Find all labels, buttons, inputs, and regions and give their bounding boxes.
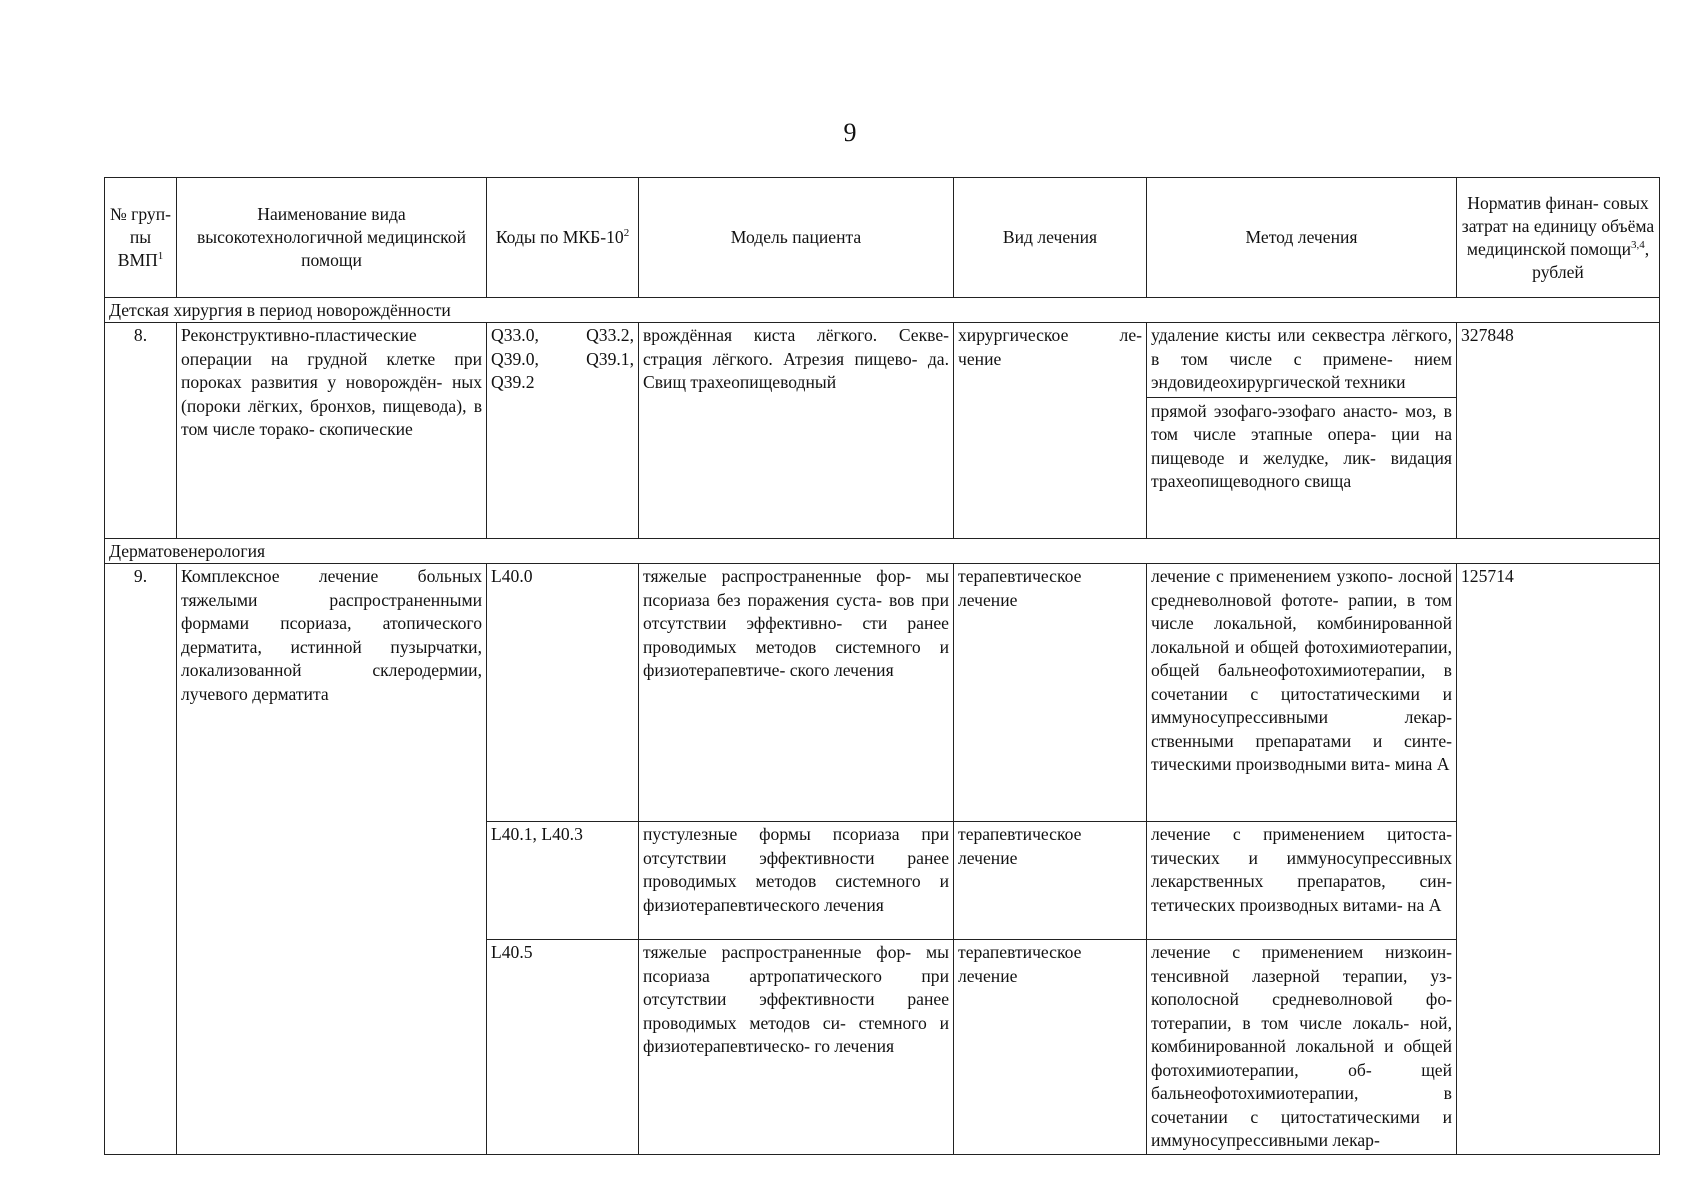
header-patient-model: Модель пациента	[639, 178, 954, 298]
treatment-type: хирургическое ле- чение	[954, 323, 1147, 539]
section-title: Детская хирургия в период новорождённости	[105, 298, 1660, 323]
treatment-method: лечение с применением узкопо- лосной средневолновой фототе- рапии, в том числе локальной, комбинированной локальной и общей фотохимиотерапии, общей бальнеофотохимиотерапии, в сочетании с цитостатическими и иммуносупрессивными лекар- ственными препаратами и синте- тическими производными вита- мина А	[1147, 564, 1457, 822]
treatment-type: терапевтическое лечение	[954, 564, 1147, 822]
cost-value: 327848	[1457, 323, 1660, 539]
table-header-row	[105, 178, 1660, 298]
icd-codes: L40.5	[487, 940, 639, 1155]
section-title-row	[105, 298, 1660, 323]
treatment-method: лечение с применением цитоста- тических и иммуносупрессивных лекарственных препаратов, син- тетических производных витами- на А	[1147, 822, 1457, 940]
header-service-name: Наименование вида высокотехнологичной медицинской помощи	[177, 178, 487, 298]
page-number: 9	[843, 118, 857, 147]
header-treatment-method: Метод лечения	[1147, 178, 1457, 298]
treatment-method: лечение с применением низкоин- тенсивной лазерной терапии, уз- кополосной средневолновой фо- тотерапии, в том числе локаль- ной, комбинированной локальной и общей фотохимиотерапии, об- щей бальнеофотохимиотерапии, в сочетании с цитостатическими и иммуносупрессивными лекар-	[1147, 940, 1457, 1155]
treatment-method	[1147, 323, 1457, 539]
section-title: Дерматовенерология	[105, 539, 1660, 564]
patient-model: тяжелые распространенные фор- мы псориаза артропатического при отсутствии эффективности ранее проводимых методов си- стемного и физиотерапевтическо- го лечения	[639, 940, 954, 1155]
method-item: удаление кисты или секвестра лёгкого, в том числе с примене- нием эндовидеохирургической техники	[1151, 325, 1452, 392]
group-number: 8.	[105, 323, 177, 539]
icd-codes: Q33.0, Q33.2, Q39.0, Q39.1, Q39.2	[487, 323, 639, 539]
table-row	[105, 323, 1660, 539]
patient-model: врождённая киста лёгкого. Секве- страция лёгкого. Атрезия пищево- да. Свищ трахеопищеводный	[639, 323, 954, 539]
group-number: 9.	[105, 564, 177, 1155]
table-row	[105, 564, 1660, 822]
treatment-type: терапевтическое лечение	[954, 822, 1147, 940]
icd-codes: L40.1, L40.3	[487, 822, 639, 940]
patient-model: пустулезные формы псориаза при отсутствии эффективности ранее проводимых методов системного и физиотерапевтического лечения	[639, 822, 954, 940]
cost-value: 125714	[1457, 564, 1660, 1155]
icd-codes: L40.0	[487, 564, 639, 822]
header-cost-norm: Норматив финан- совых затрат на единицу объёма медицинской помощи$^{3,4}$, рублей	[1457, 178, 1660, 298]
header-treatment-type: Вид лечения	[954, 178, 1147, 298]
section-title-row	[105, 539, 1660, 564]
header-group-no: № груп- пы ВМП$^1$	[105, 178, 177, 298]
treatment-type: терапевтическое лечение	[954, 940, 1147, 1155]
services-table	[104, 177, 1660, 1155]
service-name: Комплексное лечение больных тяжелыми распространенными формами псориаза, атопического дерматита, истинной пузырчатки, локализованной склеродермии, лучевого дерматита	[177, 564, 487, 1155]
patient-model: тяжелые распространенные фор- мы псориаза без поражения суста- вов при отсутствии эффективно- сти ранее проводимых методов системного и физиотерапевтиче- ского лечения	[639, 564, 954, 822]
method-item: прямой эзофаго-эзофаго анасто- моз, в том числе этапные опера- ции на пищеводе и желудке, лик- видация трахеопищеводного свища	[1147, 397, 1456, 494]
header-icd-codes: Коды по МКБ-$10^2$	[487, 178, 639, 298]
service-name: Реконструктивно-пластические операции на грудной клетке при пороках развития у новорождён- ных (пороки лёгких, бронхов, пищевода), в том числе торако- скопические	[177, 323, 487, 539]
